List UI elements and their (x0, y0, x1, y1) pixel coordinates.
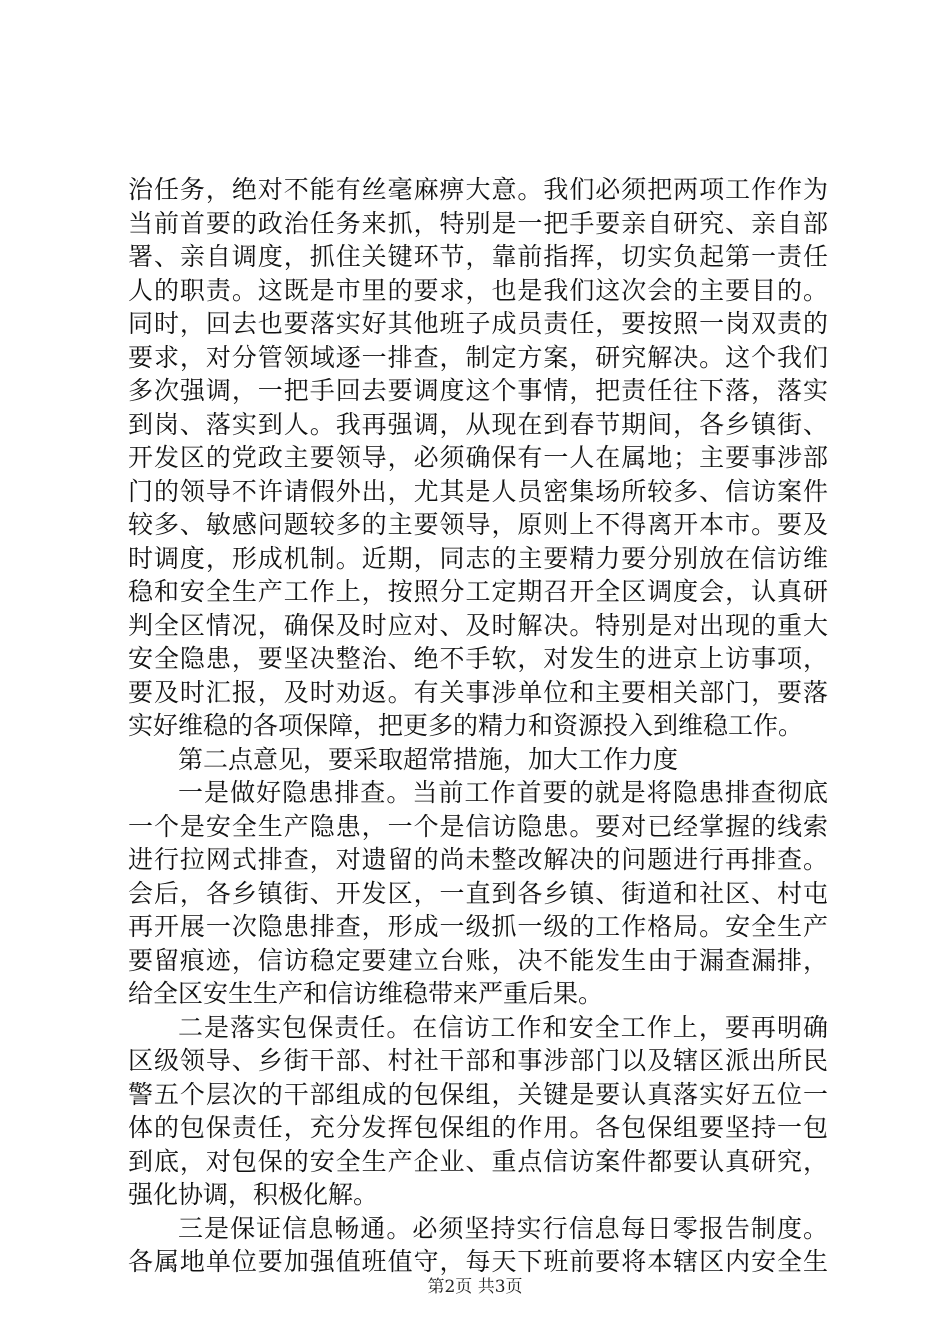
page-footer: 第2页 共3页 (427, 1277, 523, 1297)
text-line: 给全区安生生产和信访维稳带来严重后果。 (128, 979, 604, 1008)
document-body (128, 173, 828, 1279)
text-line: 区级领导、乡街干部、村社干部和事涉部门以及辖区派出所民 (128, 1046, 828, 1075)
text-line: 稳和安全生产工作上，按照分工定期召开全区调度会，认真研 (128, 577, 828, 606)
text-line: 一个是安全生产隐患，一个是信访隐患。要对已经掌握的线索 (128, 811, 828, 841)
text-line: 第二点意见，要采取超常措施，加大工作力度 (178, 744, 679, 774)
text-line: 署、亲自调度，抓住关键环节，靠前指挥，切实负起第一责任 (128, 242, 828, 271)
text-line: 时调度，形成机制。近期，同志的主要精力要分别放在信访维 (128, 543, 828, 573)
text-line: 再开展一次隐患排查，形成一级抓一级的工作格局。安全生产 (128, 912, 828, 941)
text-line: 警五个层次的干部组成的包保组，关键是要认真落实好五位一 (128, 1079, 828, 1109)
text-line: 会后，各乡镇街、开发区，一直到各乡镇、街道和社区、村屯 (128, 878, 828, 908)
text-line: 人的职责。这既是市里的要求，也是我们这次会的主要目的。 (128, 275, 828, 305)
text-line: 判全区情况，确保及时应对、及时解决。特别是对出现的重大 (128, 610, 828, 640)
text-line: 要留痕迹，信访稳定要建立台账，决不能发生由于漏查漏排， (128, 945, 828, 975)
text-line: 各属地单位要加强值班值守，每天下班前要将本辖区内安全生 (128, 1247, 828, 1276)
text-line: 要求，对分管领域逐一排查，制定方案，研究解决。这个我们 (128, 342, 828, 372)
text-line: 到底，对包保的安全生产企业、重点信访案件都要认真研究， (128, 1146, 828, 1176)
text-line: 三是保证信息畅通。必须坚持实行信息每日零报告制度。 (178, 1213, 828, 1243)
text-line: 强化协调，积极化解。 (128, 1180, 379, 1209)
text-line: 同时，回去也要落实好其他班子成员责任，要按照一岗双责的 (128, 309, 828, 338)
text-line: 安全隐患，要坚决整治、绝不手软，对发生的进京上访事项， (128, 644, 828, 673)
text-line: 到岗、落实到人。我再强调，从现在到春节期间，各乡镇街、 (128, 409, 828, 439)
text-line: 一是做好隐患排查。当前工作首要的就是将隐患排查彻底 (178, 778, 828, 807)
text-line: 二是落实包保责任。在信访工作和安全工作上，要再明确 (178, 1012, 828, 1042)
text-line: 进行拉网式排查，对遗留的尚未整改解决的问题进行再排查。 (128, 845, 828, 874)
text-line: 实好维稳的各项保障，把更多的精力和资源投入到维稳工作。 (128, 711, 804, 740)
text-line: 体的包保责任，充分发挥包保组的作用。各包保组要坚持一包 (128, 1113, 828, 1142)
text-line: 要及时汇报，及时劝返。有关事涉单位和主要相关部门，要落 (128, 677, 828, 707)
text-line: 治任务，绝对不能有丝毫麻痹大意。我们必须把两项工作作为 (128, 175, 828, 204)
text-line: 多次强调，一把手回去要调度这个事情，把责任往下落，落实 (128, 376, 828, 405)
text-line: 门的领导不许请假外出，尤其是人员密集场所较多、信访案件 (128, 476, 828, 506)
text-line: 较多、敏感问题较多的主要领导，原则上不得离开本市。要及 (128, 510, 828, 539)
text-line: 开发区的党政主要领导，必须确保有一人在属地；主要事涉部 (128, 443, 828, 472)
text-line: 当前首要的政治任务来抓，特别是一把手要亲自研究、亲自部 (128, 208, 828, 238)
